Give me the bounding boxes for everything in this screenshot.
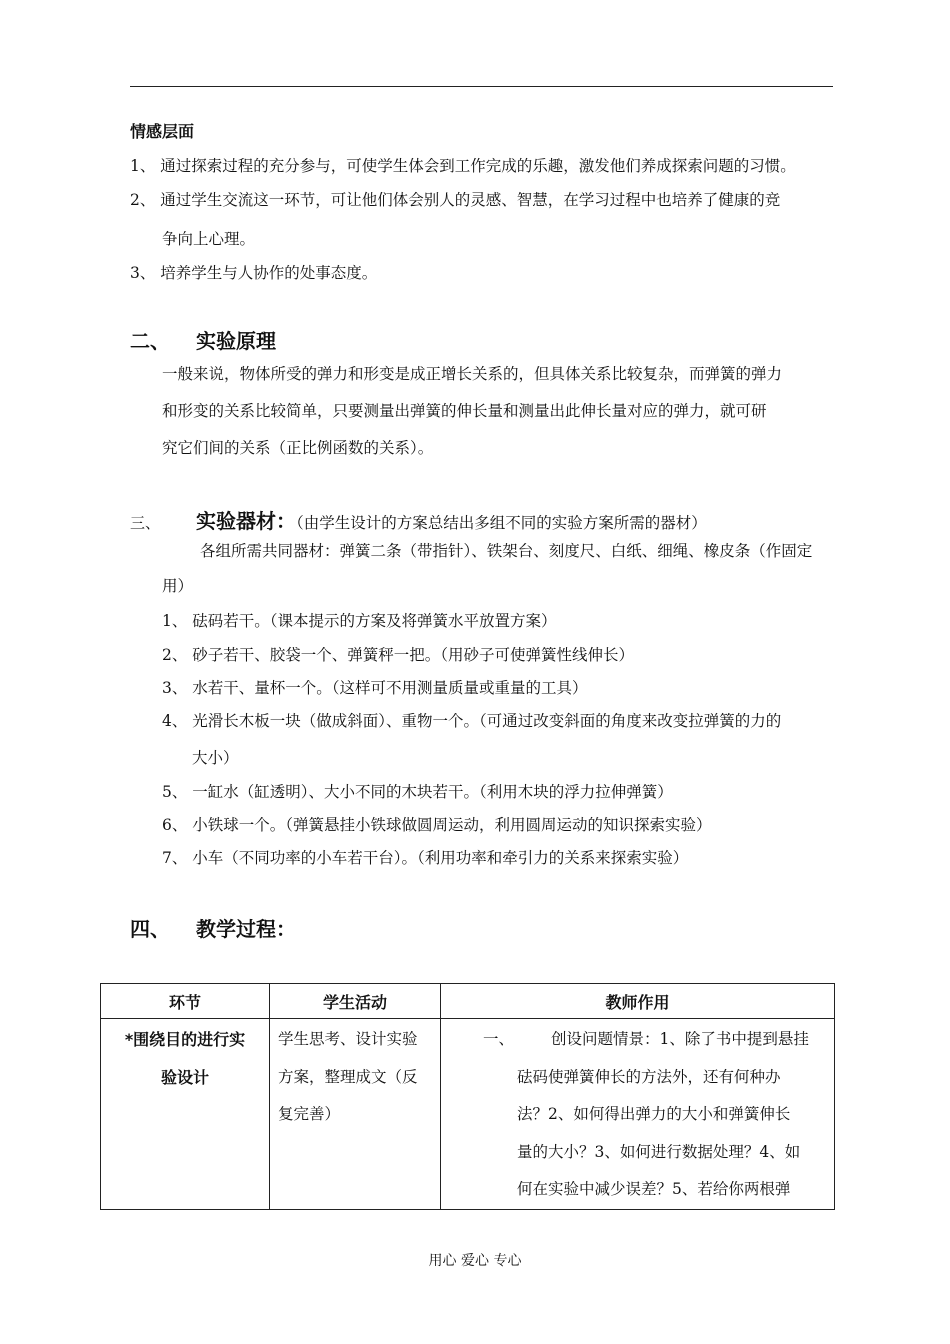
stage-line-2: 验设计 bbox=[160, 1067, 209, 1087]
stage-cell bbox=[101, 1019, 270, 1210]
equipment-item-6: 6、 小铁球一个。（弹簧悬挂小铁球做圆周运动，利用圆周运动的知识探索实验） bbox=[162, 816, 712, 834]
common-equipment-line-1: 各组所需共同器材：弹簧二条（带指针）、铁架台、刻度尺、白纸、细绳、橡皮条（作固定 bbox=[200, 542, 813, 560]
section-4-title: 教学过程： bbox=[196, 917, 296, 941]
page-footer: 用心 爱心 专心 bbox=[428, 1253, 522, 1269]
student-line-3: 复完善） bbox=[278, 1105, 341, 1123]
equipment-item-2: 2、 砂子若干、胶袋一个、弹簧秤一把。（用砂子可使弹簧性线伸长） bbox=[162, 646, 635, 664]
affective-heading: 情感层面 bbox=[130, 122, 195, 141]
section-4-number: 四、 bbox=[130, 917, 170, 941]
principle-line-2: 和形变的关系比较简单，只要测量出弹簧的伸长量和测量出此伸长量对应的弹力，就可研 bbox=[162, 402, 767, 420]
section-3-title: 实验器材： bbox=[196, 509, 296, 533]
teacher-line-2: 砝码使弹簧伸长的方法外，还有何种办 bbox=[517, 1067, 781, 1086]
teacher-lead-text: 创设问题情景：1、除了书中提到悬挂 bbox=[551, 1030, 809, 1048]
teaching-process-table bbox=[100, 983, 835, 1210]
teacher-lead-number: 一、 bbox=[483, 1030, 515, 1048]
section-2-number: 二、 bbox=[130, 329, 170, 353]
header-rule bbox=[130, 86, 833, 87]
equipment-item-7: 7、 小车（不同功率的小车若干台）。（利用功率和牵引力的关系来探索实验） bbox=[162, 849, 689, 867]
equipment-item-5: 5、 一缸水（缸透明）、大小不同的木块若干。（利用木块的浮力拉伸弹簧） bbox=[162, 783, 673, 801]
teacher-line-5: 何在实验中减少误差？5、若给你两根弹 bbox=[517, 1180, 791, 1198]
teacher-role-cell bbox=[441, 1019, 835, 1210]
principle-line-3: 究它们间的关系（正比例函数的关系）。 bbox=[162, 439, 434, 457]
teacher-line-lead bbox=[441, 1021, 834, 1059]
principle-line-1: 一般来说，物体所受的弹力和形变是成正增长关系的，但具体关系比较复杂，而弹簧的弹力 bbox=[162, 365, 783, 383]
affective-item-1: 1、 通过探索过程的充分参与，可使学生体会到工作完成的乐趣，激发他们养成探索问题的习惯。 bbox=[130, 157, 796, 175]
equipment-item-3: 3、 水若干、量杯一个。（这样可不用测量质量或重量的工具） bbox=[162, 679, 588, 697]
table-row bbox=[101, 1019, 835, 1210]
equipment-item-4-cont: 大小） bbox=[192, 749, 239, 767]
common-equipment-line-2: 用） bbox=[162, 577, 194, 595]
equipment-item-4: 4、 光滑长木板一块（做成斜面）、重物一个。（可通过改变斜面的角度来改变拉弹簧的力的 bbox=[162, 712, 782, 730]
student-activity-cell bbox=[270, 1019, 441, 1210]
teacher-line-3: 法？2、如何得出弹力的大小和弹簧伸长 bbox=[517, 1105, 791, 1123]
affective-item-2: 2、 通过学生交流这一环节，可让他们体会别人的灵感、智慧，在学习过程中也培养了健康的竞 bbox=[130, 191, 781, 209]
section-2-title: 实验原理 bbox=[196, 329, 276, 353]
affective-item-2-cont: 争向上心理。 bbox=[162, 230, 256, 248]
affective-item-3: 3、 培养学生与人协作的处事态度。 bbox=[130, 264, 378, 282]
header-stage: 环节 bbox=[101, 984, 270, 1019]
section-3-subtitle: （由学生设计的方案总结出多组不同的实验方案所需的器材） bbox=[296, 514, 707, 532]
student-line-2: 方案，整理成文（反 bbox=[278, 1067, 418, 1086]
stage-line-1: *围绕目的进行实 bbox=[124, 1030, 246, 1049]
section-3-heading bbox=[130, 505, 707, 534]
header-teacher-role: 教师作用 bbox=[441, 984, 835, 1019]
section-4-heading bbox=[130, 913, 296, 942]
equipment-item-1: 1、 砝码若干。（课本提示的方案及将弹簧水平放置方案） bbox=[162, 612, 557, 630]
table-header-row bbox=[101, 984, 835, 1019]
header-student-activity: 学生活动 bbox=[270, 984, 441, 1019]
student-line-1: 学生思考、设计实验 bbox=[278, 1030, 418, 1048]
section-3-number: 三、 bbox=[130, 514, 161, 532]
teacher-line-4: 量的大小？3、如何进行数据处理？4、如 bbox=[517, 1142, 801, 1161]
section-2-heading bbox=[130, 325, 276, 354]
